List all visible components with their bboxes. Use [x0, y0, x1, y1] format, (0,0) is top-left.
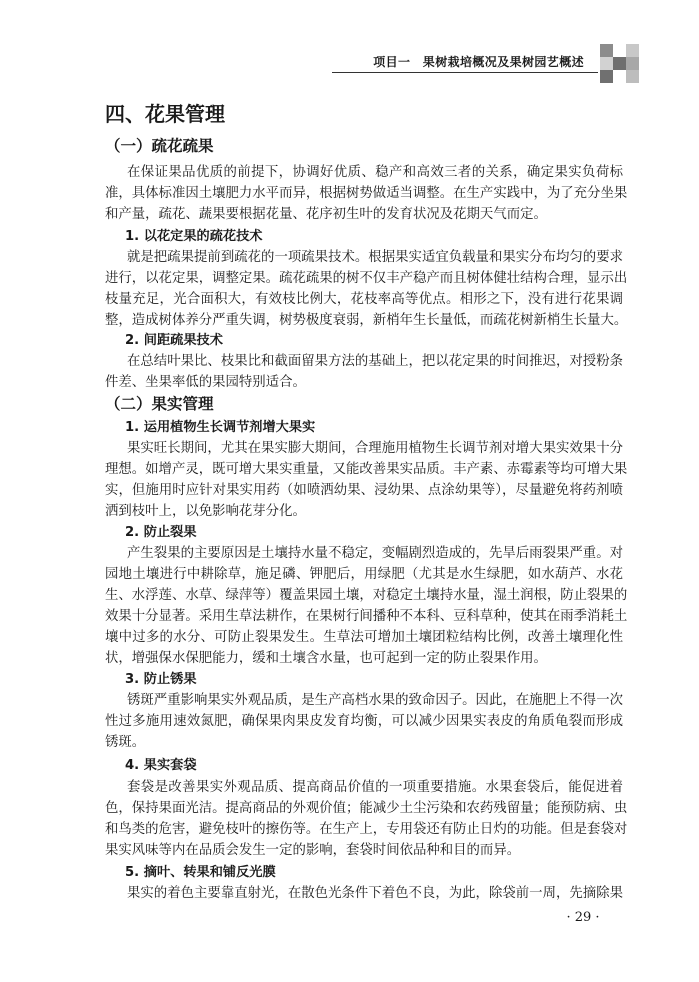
checker-square	[626, 44, 639, 57]
paragraph-line: 锈斑严重影响果实外观品质，是生产高档水果的致命因子。因此，在施肥上不得一次	[127, 692, 623, 708]
paragraph-line: 套袋是改善果实外观品质、提高商品价值的一项重要措施。水果套袋后，能促进着	[127, 779, 623, 795]
section-title: 四、花果管理	[105, 102, 225, 126]
item-heading: 3. 防止锈果	[125, 671, 197, 687]
paragraph-line: 色，保持果面光洁。提高商品的外观价值；能减少土尘污染和农药残留量；能预防病、虫	[105, 800, 628, 816]
paragraph-line: 园地土壤进行中耕除草，施足磷、钾肥后，用绿肥（尤其是水生绿肥，如水葫芦、水花	[105, 566, 623, 582]
item-heading: 4. 果实套袋	[125, 757, 197, 773]
paragraph-line: 生、水浮莲、水草、绿萍等）覆盖果园土壤，对稳定土壤持水量，湿土润根，防止裂果的	[105, 587, 628, 603]
paragraph-line: 性过多施用速效氮肥，确保果肉果皮发育均衡，可以减少因果实表皮的角质龟裂而形成	[105, 713, 623, 729]
paragraph-line: 壤中过多的水分、可防止裂果发生。生草法可增加土壤团粒结构比例，改善土壤理化性	[105, 629, 623, 645]
paragraph-line: 在保证果品优质的前提下，协调好优质、稳产和高效三者的关系，确定果实负荷标	[127, 164, 623, 180]
running-header-title: 项目一 果树栽培概况及果树园艺概述	[373, 55, 584, 69]
item-heading: 1. 以花定果的疏花技术	[125, 228, 263, 244]
checker-square	[626, 70, 639, 83]
paragraph	[105, 247, 628, 331]
item-heading: 2. 防止裂果	[125, 524, 197, 540]
paragraph-line: 洒到枝叶上，以免影响花芽分化。	[105, 503, 306, 519]
paragraph-line: 产生裂果的主要原因是土壤持水量不稳定，变幅剧烈造成的，先旱后雨裂果严重。对	[127, 545, 623, 561]
page-number: · 29 ·	[566, 910, 600, 925]
header-rule	[332, 72, 598, 73]
subsection-title: （一）疏花疏果	[105, 137, 214, 155]
paragraph	[105, 777, 628, 861]
checker-square	[600, 44, 613, 57]
paragraph	[105, 543, 628, 669]
checker-square	[626, 57, 639, 70]
paragraph-line: 件差、坐果率低的果园特别适合。	[105, 374, 306, 390]
paragraph-line: 和鸟类的危害，避免枝叶的擦伤等。在生产上，专用袋还有防止日灼的功能。但是套袋对	[105, 821, 628, 837]
paragraph-line: 状，增强保水保肥能力，缓和土壤含水量，也可起到一定的防止裂果作用。	[105, 650, 547, 666]
subsection-title: （二）果实管理	[105, 395, 214, 413]
paragraph-line: 进行，以花定果，调整定果。疏花疏果的树不仅丰产稳产而且树体健壮结构合理，显示出	[105, 270, 628, 286]
paragraph-line: 果实风味等内在品质会发生一定的影响，套袋时间依品种和目的而异。	[105, 842, 521, 858]
paragraph-line: 果实旺长期间，尤其在果实膨大期间，合理施用植物生长调节剂对增大果实效果十分	[127, 440, 623, 456]
item-heading: 1. 运用植物生长调节剂增大果实	[125, 419, 316, 435]
paragraph-line: 准，具体标准因土壤肥力水平而异，根据树势做适当调整。在生产实践中，为了充分坐果	[105, 185, 628, 201]
paragraph-line: 在总结叶果比、枝果比和截面留果方法的基础上，把以花定果的时间推迟，对授粉条	[127, 353, 623, 369]
paragraph-line: 果实的着色主要靠直射光，在散色光条件下着色不良，为此，除袋前一周，先摘除果	[127, 885, 623, 901]
checker-square	[600, 57, 613, 70]
paragraph	[105, 162, 628, 225]
paragraph	[105, 690, 623, 753]
paragraph	[105, 351, 623, 393]
paragraph-line: 实，但施用时应针对果实用药（如喷洒幼果、浸幼果、点涂幼果等），尽量避免将药剂喷	[105, 482, 623, 498]
paragraph	[105, 883, 623, 904]
paragraph-line: 枝量充足，光合面积大，有效枝比例大，花枝率高等优点。相形之下，没有进行花果调	[105, 291, 623, 307]
paragraph-line: 理想。如增产灵，既可增大果实重量，又能改善果实品质。丰产素、赤霉素等均可增大果	[105, 461, 628, 477]
item-heading: 2. 间距疏果技术	[125, 332, 223, 348]
checker-square	[613, 57, 626, 70]
paragraph-line: 整，造成树体养分严重失调，树势极度衰弱，新梢年生长量低，而疏花树新梢生长量大。	[105, 312, 628, 328]
paragraph-line: 和产量，疏花、蔬果要根据花量、花序初生叶的发育状况及花期天气而定。	[105, 206, 547, 222]
paragraph-line: 效果十分显著。采用生草法耕作，在果树行间播种不本科、豆科草种，使其在雨季消耗土	[105, 608, 628, 624]
paragraph-line: 就是把疏果提前到疏花的一项疏果技术。根据果实适宜负载量和果实分布均匀的要求	[127, 249, 623, 265]
paragraph	[105, 438, 628, 522]
paragraph-line: 锈斑。	[105, 734, 146, 750]
item-heading: 5. 摘叶、转果和铺反光膜	[125, 864, 276, 880]
checker-square	[600, 70, 613, 83]
